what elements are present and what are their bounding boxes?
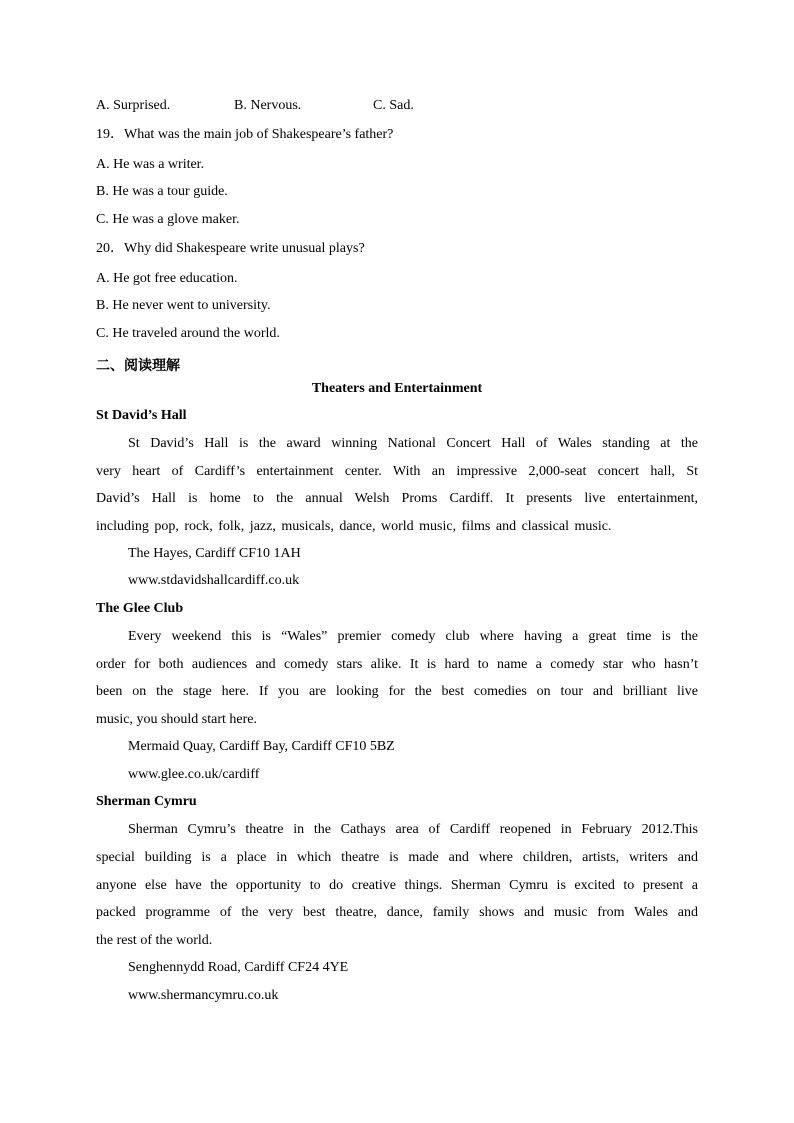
venue-text-line: including pop, rock, folk, jazz, musicals, dance, world music, films and classical music.	[96, 519, 612, 534]
venue-text-line: the rest of the world.	[96, 933, 213, 948]
venue-address: Mermaid Quay, Cardiff Bay, Cardiff CF10 5BZ	[128, 739, 395, 754]
venue-name: Sherman Cymru	[96, 794, 197, 809]
venue-text-line: very heart of Cardiff’s entertainment center. With an impressive 2,000-seat concert hall, St	[96, 464, 698, 479]
venue-name: The Glee Club	[96, 601, 184, 616]
venue-text-line: music, you should start here.	[96, 712, 257, 727]
q18-option-a: A. Surprised.	[96, 98, 171, 113]
venue-address: Senghennydd Road, Cardiff CF24 4YE	[128, 960, 349, 975]
venue-text-line: been on the stage here. If you are looking for the best comedies on tour and brilliant live	[96, 684, 698, 699]
q20-option-b: B. He never went to university.	[96, 298, 271, 313]
section-heading: 二、阅读理解	[96, 358, 180, 374]
q18-options	[96, 96, 698, 116]
venue-text-line: order for both audiences and comedy stars alike. It is hard to name a comedy star who hasn’t	[96, 657, 698, 672]
venue-website-link[interactable]: www.shermancymru.co.uk	[128, 988, 279, 1003]
venue-website-link[interactable]: www.glee.co.uk/cardiff	[128, 767, 260, 782]
venue-text-line: special building is a place in which theatre is made and where children, artists, writers and	[96, 850, 698, 865]
venue-text-line: anyone else have the opportunity to do creative things. Sherman Cymru is excited to present a	[96, 878, 698, 893]
venue-address: The Hayes, Cardiff CF10 1AH	[128, 546, 301, 561]
venue-website-link[interactable]: www.stdavidshallcardiff.co.uk	[128, 573, 300, 588]
q20-option-a: A. He got free education.	[96, 271, 238, 286]
q19-option-b: B. He was a tour guide.	[96, 184, 228, 199]
q19-option-a: A. He was a writer.	[96, 157, 205, 172]
q19-question: 19．What was the main job of Shakespeare’s father?	[96, 127, 394, 142]
venue-text-line: Every weekend this is “Wales” premier comedy club where having a great time is the	[128, 629, 698, 644]
venue-text-line: Sherman Cymru’s theatre in the Cathays area of Cardiff reopened in February 2012.This	[128, 822, 698, 837]
venue-text-line: packed programme of the very best theatre, dance, family shows and music from Wales and	[96, 905, 698, 920]
q20-option-c: C. He traveled around the world.	[96, 326, 280, 341]
venue-name: St David’s Hall	[96, 408, 187, 423]
passage-title: Theaters and Entertainment	[311, 381, 483, 396]
q18-option-c: C. Sad.	[373, 98, 414, 113]
venue-text-line: St David’s Hall is the award winning National Concert Hall of Wales standing at the	[128, 436, 698, 451]
q19-option-c: C. He was a glove maker.	[96, 212, 240, 227]
q18-option-b: B. Nervous.	[234, 98, 302, 113]
q20-question: 20．Why did Shakespeare write unusual plays?	[96, 241, 365, 256]
venue-text-line: David’s Hall is home to the annual Welsh Proms Cardiff. It presents live entertainment,	[96, 491, 698, 506]
